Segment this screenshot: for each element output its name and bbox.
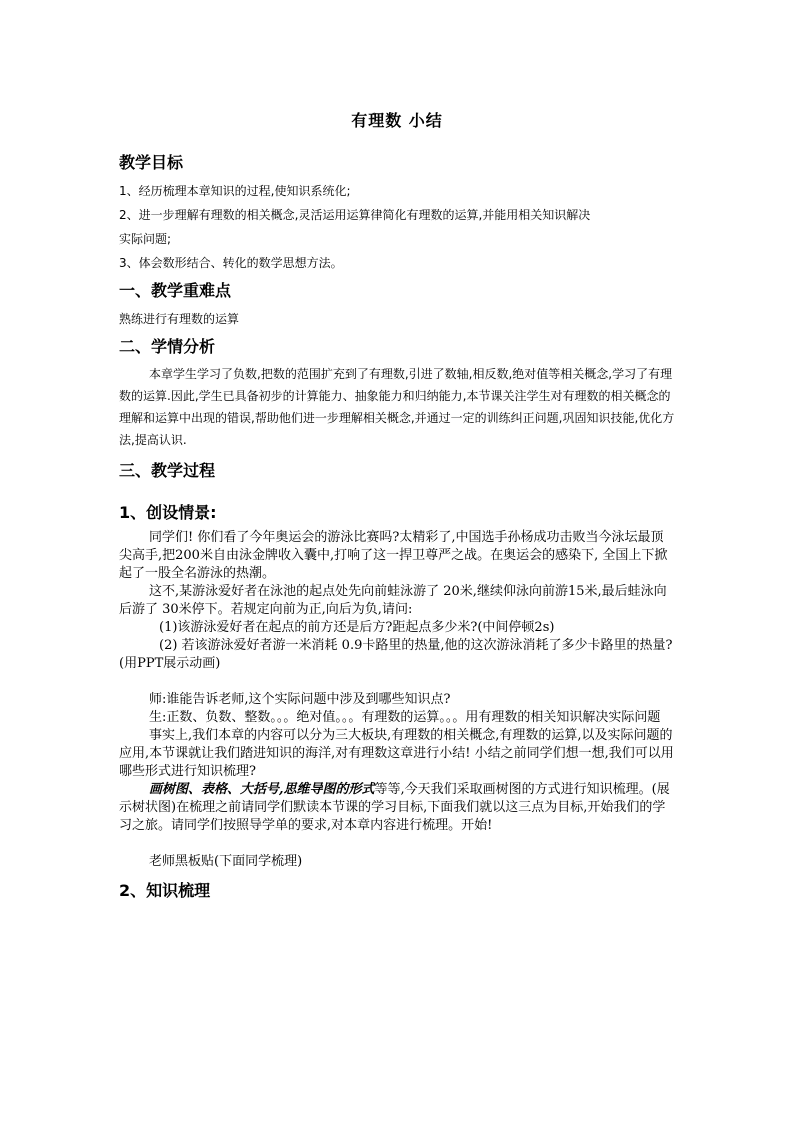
summary-paragraph: 事实上,我们本章的内容可以分为三大板块,有理数的相关概念,有理数的运算,以及实际问题的应用,本节课就让我们踏进知识的海洋,对有理数这章进行小结! 小结之前同学们想一想,我们可以用哪些形式进行知识梳理? <box>119 728 674 779</box>
goal-item-3: 3、体会数形结合、转化的数学思想方法。 <box>119 256 343 270</box>
section3-heading: 三、教学过程 <box>119 461 216 480</box>
method-paragraph <box>119 781 675 835</box>
goal-item-2: 2、进一步理解有理数的相关概念,灵活运用运算律简化有理数的运算,并能用相关知识解决 <box>119 208 591 222</box>
section2-heading: 二、学情分析 <box>119 337 216 356</box>
method-rest: 等等,今天我们采取画树图的方式进行知识梳理。(展示树状图)在梳理之前请同学们默读本节课的学习目标,下面我们就以这三点为目标,开始我们的学习之旅。请同学们按照导学单的要求,对本章内容进行梳理。开始! <box>119 782 670 833</box>
goals-heading: 教学目标 <box>119 153 184 172</box>
document-content <box>119 100 675 903</box>
section1-text: 熟练进行有理数的运算 <box>119 312 240 326</box>
section2-text: 本章学生学习了负数,把数的范围扩充到了有理数,引进了数轴,相反数,绝对值等相关概念,学习了有理数的运算.因此,学生已具备初步的计算能力、抽象能力和归纳能力,本节课关注学生对有理数的相关概念的理解和运算中出现的错误,帮助他们进一步理解相关概念,并通过一定的训练纠正问题,巩固知识技能,优化方法,提高认识. <box>119 367 675 447</box>
student-answer: 生:正数、负数、整数。。。绝对值。。。有理数的运算。。。用有理数的相关知识解决实际问题 <box>149 710 661 725</box>
method-emphasis: 画树图、表格、大括号,思维导图的形式 <box>149 782 375 797</box>
sub2-heading: 2、知识梳理 <box>119 881 211 900</box>
blackboard-note: 老师黑板贴(下面同学梳理) <box>149 854 303 869</box>
sub1-heading: 1、创设情景: <box>119 503 217 522</box>
page-title: 有理数 小结 <box>351 111 443 130</box>
problem-paragraph: 这不,某游泳爱好者在泳池的起点处先向前蛙泳游了 20米,继续仰泳向前游15米,最后蛙泳向后游了 30米停下。若规定向前为正,向后为负,请问: <box>119 584 667 617</box>
goal-item-1: 1、经历梳理本章知识的过程,使知识系统化; <box>119 184 351 198</box>
section1-heading: 一、教学重难点 <box>119 281 232 300</box>
teacher-question: 师:谁能告诉老师,这个实际问题中涉及到哪些知识点? <box>149 692 451 707</box>
question-2: (2) 若该游泳爱好者游一米消耗 0.9卡路里的热量,他的这次游泳消耗了多少卡路里的热量?(用PPT展示动画) <box>119 638 673 671</box>
intro-paragraph: 同学们! 你们看了今年奥运会的游泳比赛吗?太精彩了,中国选手孙杨成功击败当今泳坛最顶尖高手,把200米自由泳金牌收入囊中,打响了这一捍卫尊严之战。在奥运会的感染下, 全国上下掀起了一股全名游泳的热潮。 <box>119 530 668 581</box>
goal-item-2-cont: 实际问题; <box>119 232 172 246</box>
question-1: (1)该游泳爱好者在起点的前方还是后方?距起点多少米?(中间停顿2s) <box>159 620 555 635</box>
